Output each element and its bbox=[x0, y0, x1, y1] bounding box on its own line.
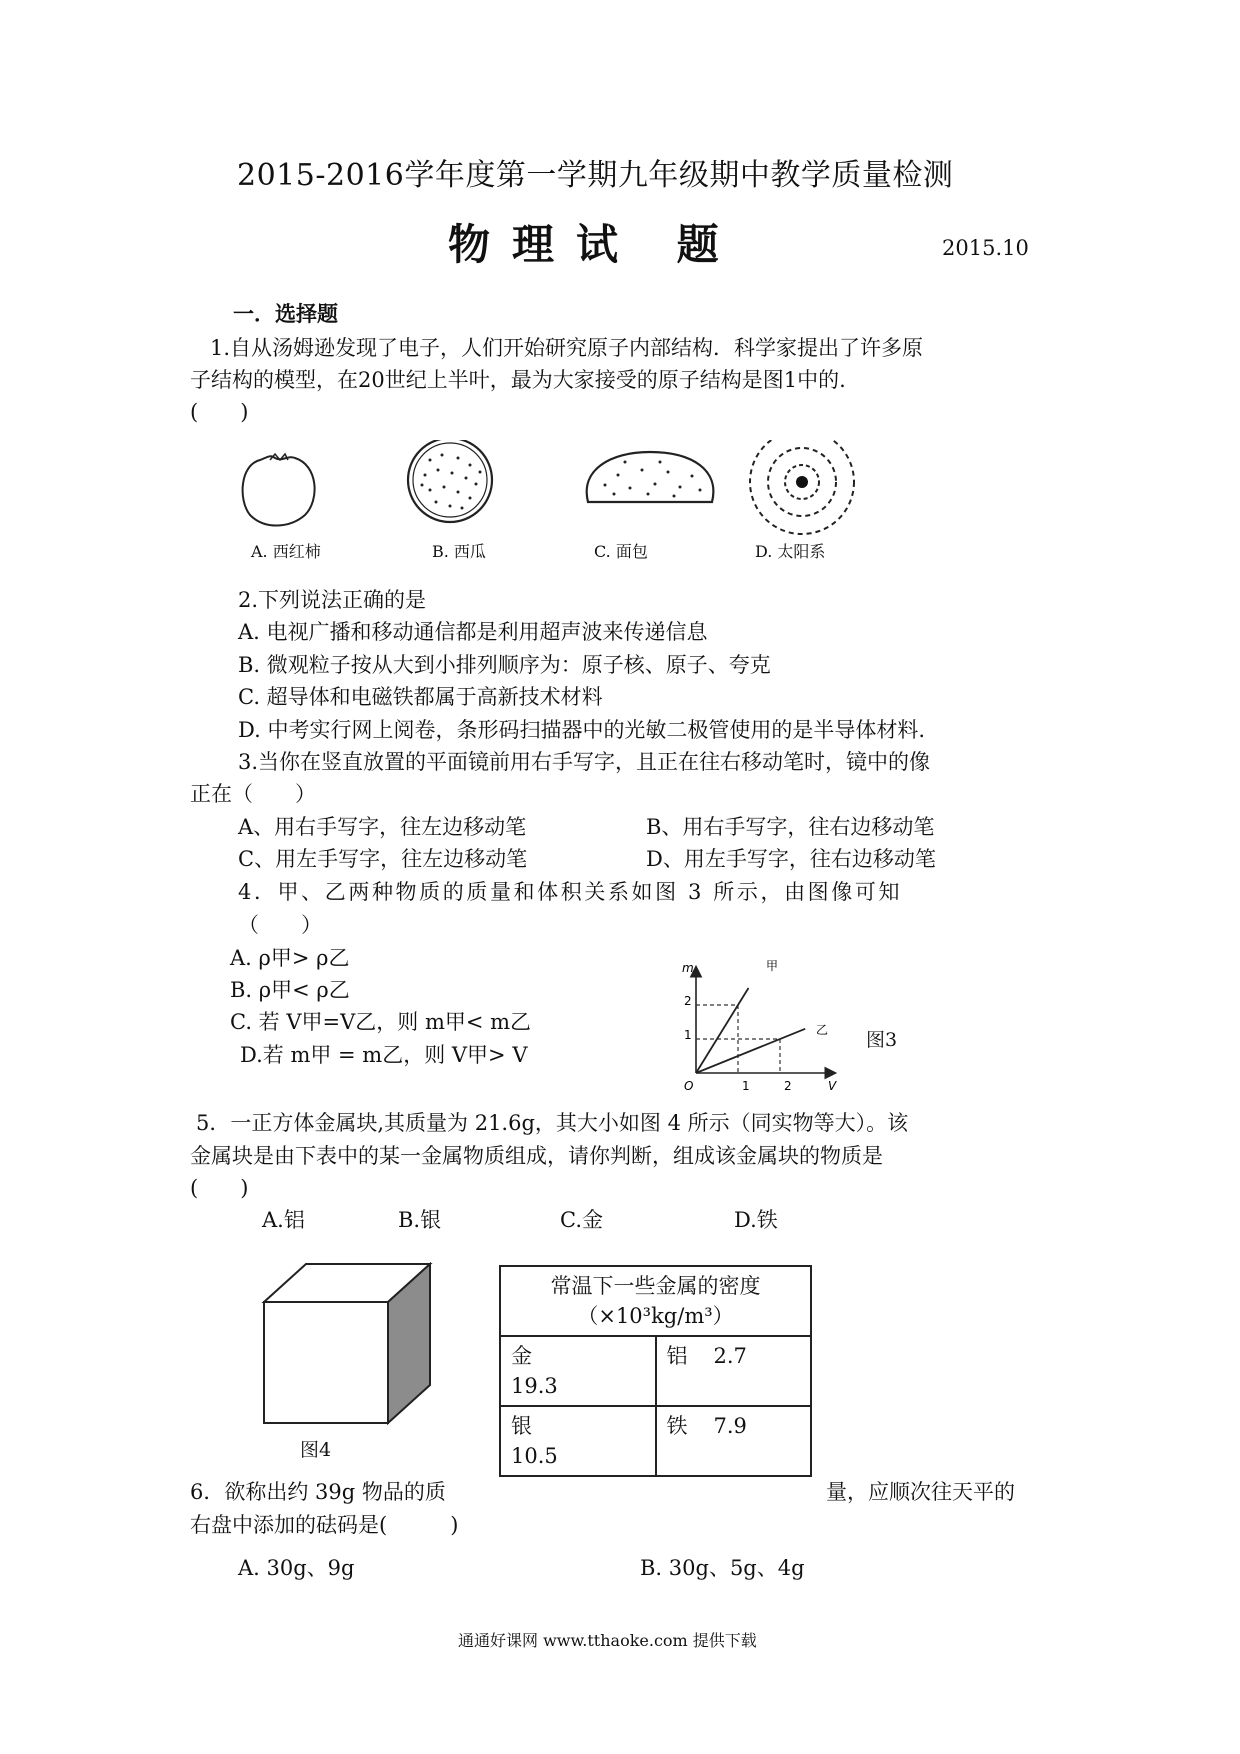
series-label-jia: 甲 bbox=[766, 959, 779, 973]
q4-option-b: B. ρ甲< ρ乙 bbox=[230, 978, 350, 1002]
metal-density: 7.9 bbox=[713, 1414, 747, 1438]
watermelon-model-icon bbox=[408, 440, 492, 522]
section-heading: 一．选择题 bbox=[233, 301, 338, 326]
figure4-label: 图4 bbox=[300, 1439, 332, 1461]
metal-name: 金 bbox=[511, 1344, 532, 1368]
q1-option-c: C. 面包 bbox=[594, 542, 648, 561]
q5-option-b: B.银 bbox=[398, 1208, 442, 1232]
metal-density: 19.3 bbox=[511, 1374, 558, 1398]
q6-option-a: A. 30g、9g bbox=[238, 1556, 355, 1580]
footer-credit: 通通好课网 www.tthaoke.com 提供下载 bbox=[458, 1631, 757, 1650]
solar-system-model-icon bbox=[750, 440, 854, 534]
series-label-yi: 乙 bbox=[816, 1023, 829, 1037]
x-tick-2: 2 bbox=[784, 1079, 792, 1093]
table-title: 常温下一些金属的密度 bbox=[550, 1274, 761, 1298]
figure3-mass-volume-graph bbox=[672, 950, 842, 1095]
figure3-label: 图3 bbox=[866, 1029, 898, 1051]
q3-line2: 正在（ ） bbox=[190, 782, 316, 806]
x-axis-label: V bbox=[828, 1079, 837, 1093]
q1-option-a: A. 西红柿 bbox=[251, 542, 321, 561]
q5-option-a: A.铝 bbox=[262, 1208, 305, 1232]
q6-line2: 右盘中添加的砝码是( ) bbox=[190, 1513, 459, 1537]
q1-line2: 子结构的模型，在20世纪上半叶，最为大家接受的原子结构是图1中的. bbox=[190, 368, 846, 392]
q5-option-d: D.铁 bbox=[734, 1208, 778, 1232]
table-cell-aluminum bbox=[656, 1336, 812, 1406]
q6-option-b: B. 30g、5g、4g bbox=[640, 1556, 805, 1580]
q5-line2: 金属块是由下表中的某一金属物质组成，请你判断，组成该金属块的物质是 bbox=[190, 1144, 883, 1168]
tomato-model-icon bbox=[243, 454, 315, 526]
figure4-metal-cube bbox=[260, 1260, 440, 1430]
table-cell-silver bbox=[500, 1406, 656, 1476]
y-axis-label: m bbox=[682, 961, 694, 975]
q5-line1: 5．一正方体金属块,其质量为 21.6g，其大小如图 4 所示（同实物等大）。该 bbox=[196, 1111, 909, 1135]
q3-option-b: B、用右手写字，往右边移动笔 bbox=[646, 815, 935, 839]
q4-blank: （ ） bbox=[238, 913, 322, 937]
cube-front-face bbox=[264, 1302, 388, 1423]
q3-option-d: D、用左手写字，往右边移动笔 bbox=[646, 847, 936, 871]
exam-title: 2015-2016学年度第一学期九年级期中教学质量检测 bbox=[237, 158, 954, 193]
subject-title: 物理试 题 bbox=[448, 220, 741, 269]
q3-line1: 3.当你在竖直放置的平面镜前用右手写字，且正在往右移动笔时，镜中的像 bbox=[238, 750, 931, 774]
q2-option-b: B. 微观粒子按从大到小排列顺序为：原子核、原子、夸克 bbox=[238, 653, 771, 677]
q2-option-a: A. 电视广播和移动通信都是利用超声波来传递信息 bbox=[238, 620, 708, 644]
q4-option-d: D.若 m甲 = m乙，则 V甲> V bbox=[240, 1043, 528, 1067]
exam-date: 2015.10 bbox=[942, 236, 1029, 260]
metal-density: 2.7 bbox=[713, 1344, 747, 1368]
q2-option-d: D. 中考实行网上阅卷，条形码扫描器中的光敏二极管使用的是半导体材料. bbox=[238, 718, 926, 742]
series-line-jia bbox=[696, 988, 749, 1073]
q1-blank: ( ) bbox=[190, 400, 249, 424]
table-cell-iron bbox=[656, 1406, 812, 1476]
q4-option-c: C. 若 V甲=V乙，则 m甲< m乙 bbox=[230, 1010, 532, 1034]
q4-option-a: A. ρ甲> ρ乙 bbox=[230, 946, 350, 970]
q1-line1: 1.自从汤姆逊发现了电子，人们开始研究原子内部结构．科学家提出了许多原 bbox=[210, 336, 924, 360]
table-header bbox=[500, 1266, 811, 1336]
metal-density: 10.5 bbox=[511, 1444, 558, 1468]
y-tick-1: 1 bbox=[684, 1028, 692, 1042]
q2-option-c: C. 超导体和电磁铁都属于高新技术材料 bbox=[238, 685, 603, 709]
origin-label: O bbox=[684, 1079, 694, 1093]
series-line-yi bbox=[696, 1029, 805, 1073]
bread-model-icon bbox=[587, 452, 714, 502]
metal-name: 铁 bbox=[666, 1414, 688, 1438]
y-tick-2: 2 bbox=[684, 994, 692, 1008]
q5-option-c: C.金 bbox=[560, 1208, 603, 1232]
q4-line1: 4．甲、乙两种物质的质量和体积关系如图 3 所示，由图像可知 bbox=[238, 880, 903, 904]
q6-line1-start: 6．欲称出约 39g 物品的质 bbox=[190, 1480, 446, 1504]
q3-option-c: C、用左手写字，往左边移动笔 bbox=[238, 847, 528, 871]
metal-density-table bbox=[499, 1265, 812, 1477]
q6-line1-end: 量，应顺次往天平的 bbox=[826, 1480, 1015, 1504]
q5-blank: ( ) bbox=[190, 1176, 249, 1200]
table-unit: （×10³kg/m³） bbox=[577, 1304, 734, 1328]
table-cell-gold bbox=[500, 1336, 656, 1406]
q1-option-d: D. 太阳系 bbox=[755, 542, 826, 561]
metal-name: 银 bbox=[511, 1414, 532, 1438]
q2-stem: 2.下列说法正确的是 bbox=[238, 588, 427, 612]
metal-name: 铝 bbox=[666, 1344, 688, 1368]
q1-option-b: B. 西瓜 bbox=[432, 542, 486, 561]
x-tick-1: 1 bbox=[742, 1079, 750, 1093]
q3-option-a: A、用右手写字，往左边移动笔 bbox=[238, 815, 527, 839]
